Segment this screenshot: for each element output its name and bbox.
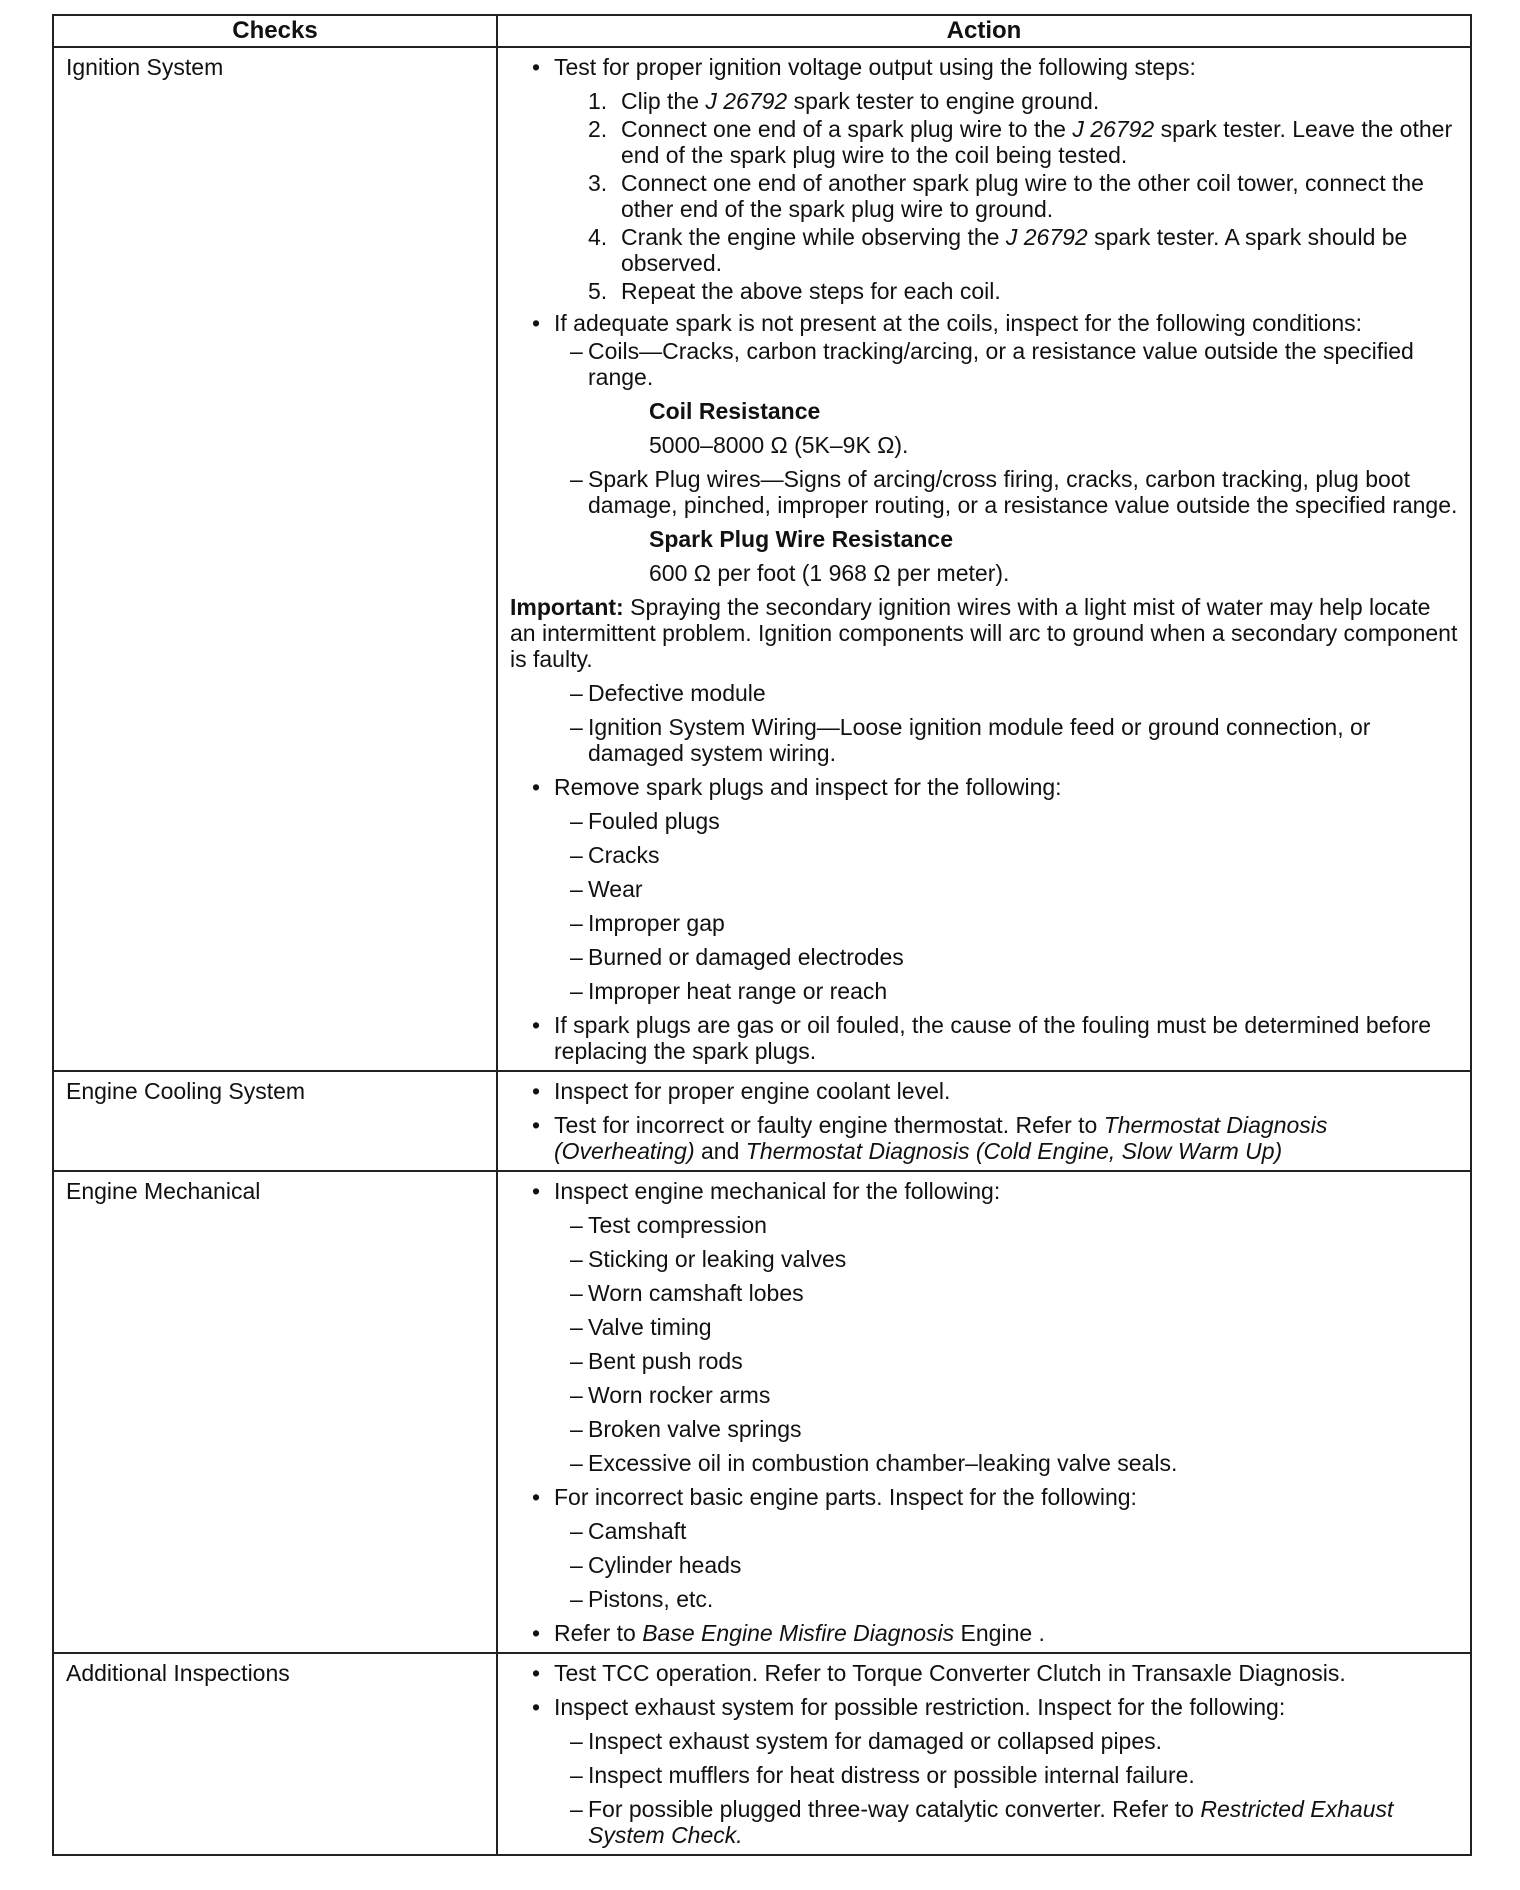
check-additional-inspections: Additional Inspections xyxy=(53,1653,497,1855)
dash-item: – Test compression xyxy=(510,1212,1462,1238)
step-item: 4. Crank the engine while observing the J 26792 spark tester. A spark should be observed. xyxy=(588,224,1408,276)
dash-item: – Inspect exhaust system for damaged or collapsed pipes. xyxy=(510,1728,1462,1754)
table-row xyxy=(53,1171,1471,1653)
action-engine-mechanical xyxy=(497,1171,1471,1653)
bullet-item: • If adequate spark is not present at the coils, inspect for the following conditions: xyxy=(510,310,1462,336)
dash-item: – Ignition System Wiring—Loose ignition module feed or ground connection, or damaged system wiring. xyxy=(510,714,1462,766)
check-engine-cooling-system: Engine Cooling System xyxy=(53,1071,497,1171)
dash-item: – Excessive oil in combustion chamber–leaking valve seals. xyxy=(510,1450,1462,1476)
bullet-item: • For incorrect basic engine parts. Inspect for the following: xyxy=(510,1484,1462,1510)
action-additional-inspections xyxy=(497,1653,1471,1855)
bullet-item: • Test TCC operation. Refer to Torque Converter Clutch in Transaxle Diagnosis. xyxy=(510,1660,1462,1686)
dash-item: – Defective module xyxy=(510,680,1462,706)
step-item: 2. Connect one end of a spark plug wire to the J 26792 spark tester. Leave the other end of the spark plug wire to the coil being tested. xyxy=(588,116,1453,168)
table-row xyxy=(53,1653,1471,1855)
important-note: Important: Spraying the secondary ignition wires with a light mist of water may help locate an intermittent problem. Ignition components will arc to ground when a secondary component is faulty. xyxy=(510,594,1458,672)
bullet-item: • Inspect exhaust system for possible restriction. Inspect for the following: xyxy=(510,1694,1462,1720)
dash-item: – Wear xyxy=(510,876,1462,902)
table-row xyxy=(53,47,1471,1071)
dash-item: – Bent push rods xyxy=(510,1348,1462,1374)
dash-item: – Cylinder heads xyxy=(510,1552,1462,1578)
bullet-item: • Inspect engine mechanical for the following: xyxy=(510,1178,1462,1204)
dash-item: – Pistons, etc. xyxy=(510,1586,1462,1612)
wire-resistance-value: 600 Ω per foot (1 968 Ω per meter). xyxy=(649,560,1010,586)
header-row xyxy=(53,15,1471,47)
action-engine-cooling-system xyxy=(497,1071,1471,1171)
dash-item: – Fouled plugs xyxy=(510,808,1462,834)
dash-item: – Broken valve springs xyxy=(510,1416,1462,1442)
bullet-item: • Refer to Base Engine Misfire Diagnosis Engine . xyxy=(510,1620,1462,1646)
coil-resistance-title: Coil Resistance xyxy=(649,398,821,424)
dash-item: – Valve timing xyxy=(510,1314,1462,1340)
dash-item: – Improper gap xyxy=(510,910,1462,936)
check-ignition-system: Ignition System xyxy=(53,47,497,1071)
dash-item: – For possible plugged three-way catalytic converter. Refer to Restricted Exhaust System Check. xyxy=(510,1796,1462,1848)
dash-item: – Coils—Cracks, carbon tracking/arcing, or a resistance value outside the specified range. xyxy=(510,338,1462,390)
step-item: 3. Connect one end of another spark plug wire to the other coil tower, connect the other end of the spark plug wire to ground. xyxy=(588,170,1424,222)
header-checks: Checks xyxy=(53,15,497,47)
check-engine-mechanical: Engine Mechanical xyxy=(53,1171,497,1653)
step-item: 5. Repeat the above steps for each coil. xyxy=(588,278,1001,304)
action-ignition-system xyxy=(497,47,1471,1071)
bullet-item: • Test for incorrect or faulty engine thermostat. Refer to Thermostat Diagnosis (Overheating) and Thermostat Diagnosis (Cold Engine, Slow Warm Up) xyxy=(510,1112,1462,1164)
bullet-item: • If spark plugs are gas or oil fouled, the cause of the fouling must be determined before replacing the spark plugs. xyxy=(510,1012,1462,1064)
dash-item: – Sticking or leaking valves xyxy=(510,1246,1462,1272)
coil-resistance-value: 5000–8000 Ω (5K–9K Ω). xyxy=(649,432,909,458)
dash-item: – Worn camshaft lobes xyxy=(510,1280,1462,1306)
wire-resistance-title: Spark Plug Wire Resistance xyxy=(649,526,954,552)
bullet-item: • Remove spark plugs and inspect for the following: xyxy=(510,774,1462,800)
header-action: Action xyxy=(497,15,1471,47)
step-item: 1. Clip the J 26792 spark tester to engine ground. xyxy=(588,88,1100,114)
dash-item: – Spark Plug wires—Signs of arcing/cross firing, cracks, carbon tracking, plug boot damage, pinched, improper routing, or a resistance value outside the specified range. xyxy=(510,466,1462,518)
table-row xyxy=(53,1071,1471,1171)
bullet-item: • Inspect for proper engine coolant level. xyxy=(510,1078,1462,1104)
dash-item: – Burned or damaged electrodes xyxy=(510,944,1462,970)
dash-item: – Inspect mufflers for heat distress or possible internal failure. xyxy=(510,1762,1462,1788)
bullet-item: • Test for proper ignition voltage output using the following steps: xyxy=(510,54,1462,80)
dash-item: – Cracks xyxy=(510,842,1462,868)
diagnosis-table xyxy=(52,14,1472,1856)
dash-item: – Worn rocker arms xyxy=(510,1382,1462,1408)
dash-item: – Camshaft xyxy=(510,1518,1462,1544)
dash-item: – Improper heat range or reach xyxy=(510,978,1462,1004)
